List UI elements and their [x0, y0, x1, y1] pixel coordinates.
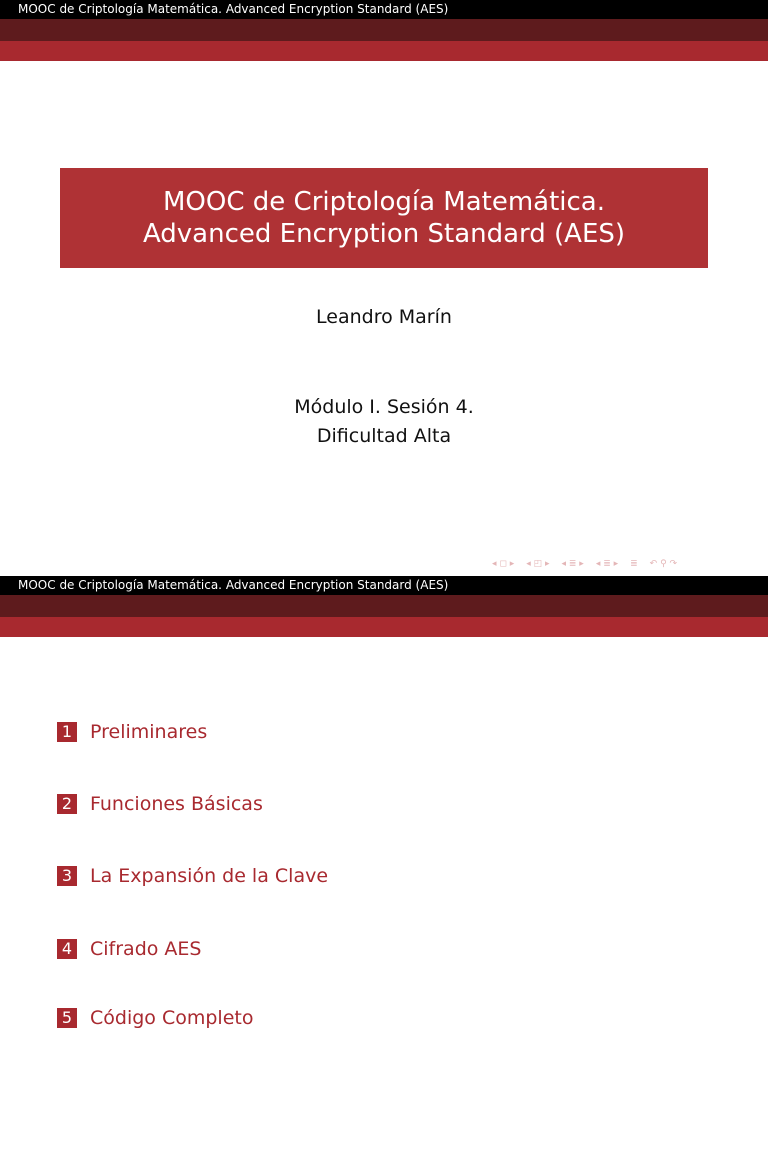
session-line-2: Dificultad Alta [316, 425, 452, 447]
toc-item-codigo-completo[interactable] [57, 1006, 253, 1030]
toc-label[interactable]: La Expansión de la Clave [90, 865, 329, 887]
header-band-dark [0, 595, 768, 617]
toc-number: 5 [57, 1008, 77, 1028]
session-line-1: Módulo I. Sesión 4. [294, 396, 474, 418]
session-info [0, 393, 768, 451]
title-line-2: Advanced Encryption Standard (AES) [142, 219, 626, 249]
header-band-dark [0, 19, 768, 41]
slide-header: MOOC de Criptología Matemática. Advanced Encryption Standard (AES) [0, 0, 768, 19]
nav-slide-icon[interactable]: ◂ ◻ ▸ [492, 559, 515, 569]
nav-frame-icon[interactable]: ◂ ◰ ▸ [526, 559, 550, 569]
title-box [60, 168, 708, 268]
toc-number: 3 [57, 866, 77, 886]
toc-label[interactable]: Funciones Básicas [90, 793, 263, 815]
nav-section-icon[interactable]: ◂ ≣ ▸ [595, 559, 619, 569]
toc-label[interactable]: Preliminares [90, 721, 208, 743]
toc-item-cifrado-aes[interactable] [57, 937, 201, 961]
toc-item-preliminares[interactable] [57, 720, 207, 744]
nav-subsection-icon[interactable]: ◂ ≣ ▸ [561, 559, 584, 569]
outline-slide [0, 576, 768, 1152]
slide-header: MOOC de Criptología Matemática. Advanced Encryption Standard (AES) [0, 576, 768, 595]
toc-item-expansion-clave[interactable] [57, 864, 328, 888]
title-line-1: MOOC de Criptología Matemática. [163, 187, 605, 217]
author: Leandro Marín [316, 306, 452, 328]
toc-number: 1 [57, 722, 77, 742]
header-band-red [0, 41, 768, 61]
toc-number: 2 [57, 794, 77, 814]
nav-search-icon[interactable]: ↶ ⚲ ↷ [649, 559, 678, 569]
navigation-symbols [492, 557, 681, 571]
nav-align-icon[interactable]: ≣ [630, 559, 638, 569]
toc-label[interactable]: Cifrado AES [90, 938, 202, 960]
toc-number: 4 [57, 939, 77, 959]
toc-label[interactable]: Código Completo [90, 1007, 254, 1029]
header-band-red [0, 617, 768, 637]
toc-item-funciones-basicas[interactable] [57, 792, 263, 816]
